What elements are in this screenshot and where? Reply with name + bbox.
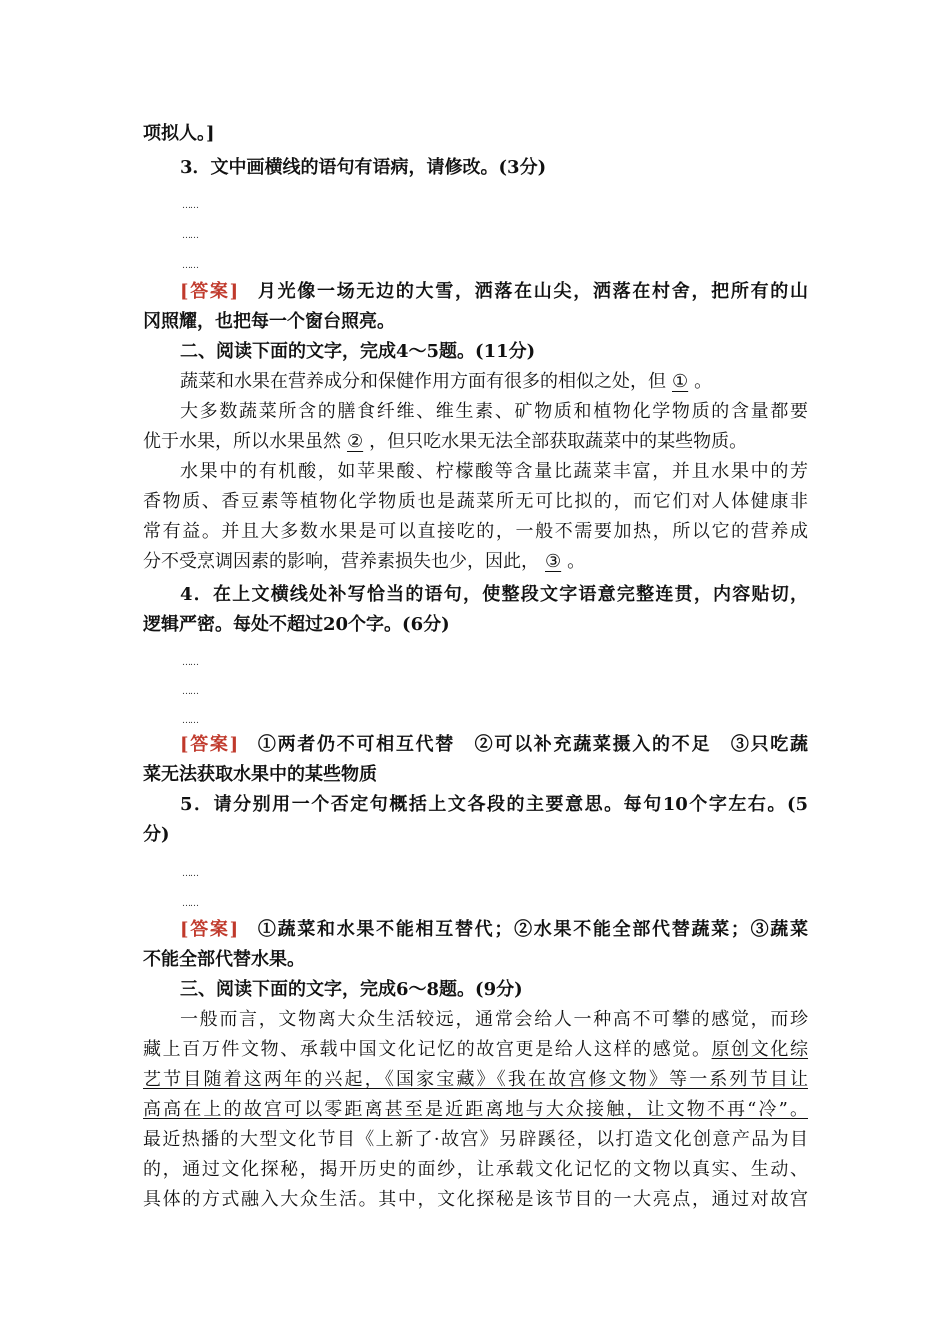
answer-text: 月光像一场无边的大雪，洒落在山尖，洒落在村舍，把所有的山 [256,281,808,302]
prev-answer-tail: 项拟人。] [143,123,215,144]
passage-2-para-3-line4: 分不受烹调因素的影响，营养素损失也少，因此， ③ 。 [143,547,808,577]
fill-blank-1: ① [672,371,689,392]
answer-5 [180,915,808,945]
question-5: 5．请分别用一个否定句概括上文各段的主要意思。每句10个字左右。(5 [180,794,808,815]
fill-blank-2: ② [347,431,364,452]
question-5-cont: 分) [143,824,170,845]
answer-4 [180,730,808,760]
passage-3-line7: 具体的方式融入大众生活。其中，文化探秘是该节目的一大亮点，通过对故宫 [143,1189,808,1210]
answer-blank-line: …… [182,687,198,697]
question-4: 4．在上文横线处补写恰当的语句，使整段文字语意完整连贯，内容贴切， [180,584,808,605]
passage-2-para-3-line2: 香物质、香豆素等植物化学物质也是蔬菜所无可比拟的，而它们对人体健康非 [143,491,808,512]
passage-3-line6: 的，通过文化探秘，揭开历史的面纱，让承载文化记忆的文物以真实、生动、 [143,1159,808,1180]
passage-2-para-2: 大多数蔬菜所含的膳食纤维、维生素、矿物质和植物化学物质的含量都要 [180,401,808,422]
passage-3-line2: 藏上百万件文物、承载中国文化记忆的故宫更是给人这样的感觉。原创文化综 [143,1039,809,1060]
question-4-cont: 逻辑严密。每处不超过20个字。(6分) [143,614,450,635]
question-3: 3．文中画横线的语句有语病，请修改。(3分) [180,157,547,178]
passage-2-para-3-line3: 常有益。并且大多数水果是可以直接吃的，一般不需要加热，所以它的营养成 [143,521,808,542]
answer-label: [答案] [180,919,239,940]
answer-text: ①蔬菜和水果不能相互替代；②水果不能全部代替蔬菜；③蔬菜 [256,919,808,940]
answer-blank-line: …… [182,899,198,909]
answer-5-cont: 不能全部代替水果。 [143,949,305,970]
passage-3-line5: 最近热播的大型文化节目《上新了·故宫》另辟蹊径，以打造文化创意产品为目 [143,1129,808,1150]
answer-label: [答案] [180,281,239,302]
answer-4-cont: 菜无法获取水果中的某些物质 [143,764,377,785]
answer-blank-line: …… [182,716,198,726]
answer-blank-line: …… [182,869,198,879]
passage-2-para-2-cont: 优于水果，所以水果虽然 ② ，但只吃水果无法全部获取蔬菜中的某些物质。 [143,427,808,457]
passage-2-para-1: 蔬菜和水果在营养成分和保健作用方面有很多的相似之处，但 ① 。 [180,367,845,397]
answer-blank-line: …… [182,231,198,241]
underlined-sentence: 原创文化综 [711,1039,809,1060]
answer-blank-line: …… [182,201,198,211]
section-2-heading: 二、阅读下面的文字，完成4～5题。(11分) [180,341,536,362]
answer-blank-line: …… [182,658,198,668]
passage-3-line4-underlined: 高高在上的故宫可以零距离甚至是近距离地与大众接触，让文物不再“冷”。 [143,1099,808,1120]
passage-3-line3-underlined: 艺节目随着这两年的兴起，《国家宝藏》《我在故宫修文物》等一系列节目让 [143,1069,808,1090]
answer-text: ①两者仍不可相互代替 ②可以补充蔬菜摄入的不足 ③只吃蔬 [256,734,808,755]
answer-label: [答案] [180,734,239,755]
fill-blank-3: ③ [545,551,562,572]
answer-3-cont: 冈照耀，也把每一个窗台照亮。 [143,311,395,332]
passage-3-line1: 一般而言，文物离大众生活较远，通常会给人一种高不可攀的感觉，而珍 [180,1009,808,1030]
answer-3 [180,277,808,307]
passage-2-para-3: 水果中的有机酸，如苹果酸、柠檬酸等含量比蔬菜丰富，并且水果中的芳 [180,461,808,482]
section-3-heading: 三、阅读下面的文字，完成6～8题。(9分) [180,979,523,1000]
answer-blank-line: …… [182,261,198,271]
